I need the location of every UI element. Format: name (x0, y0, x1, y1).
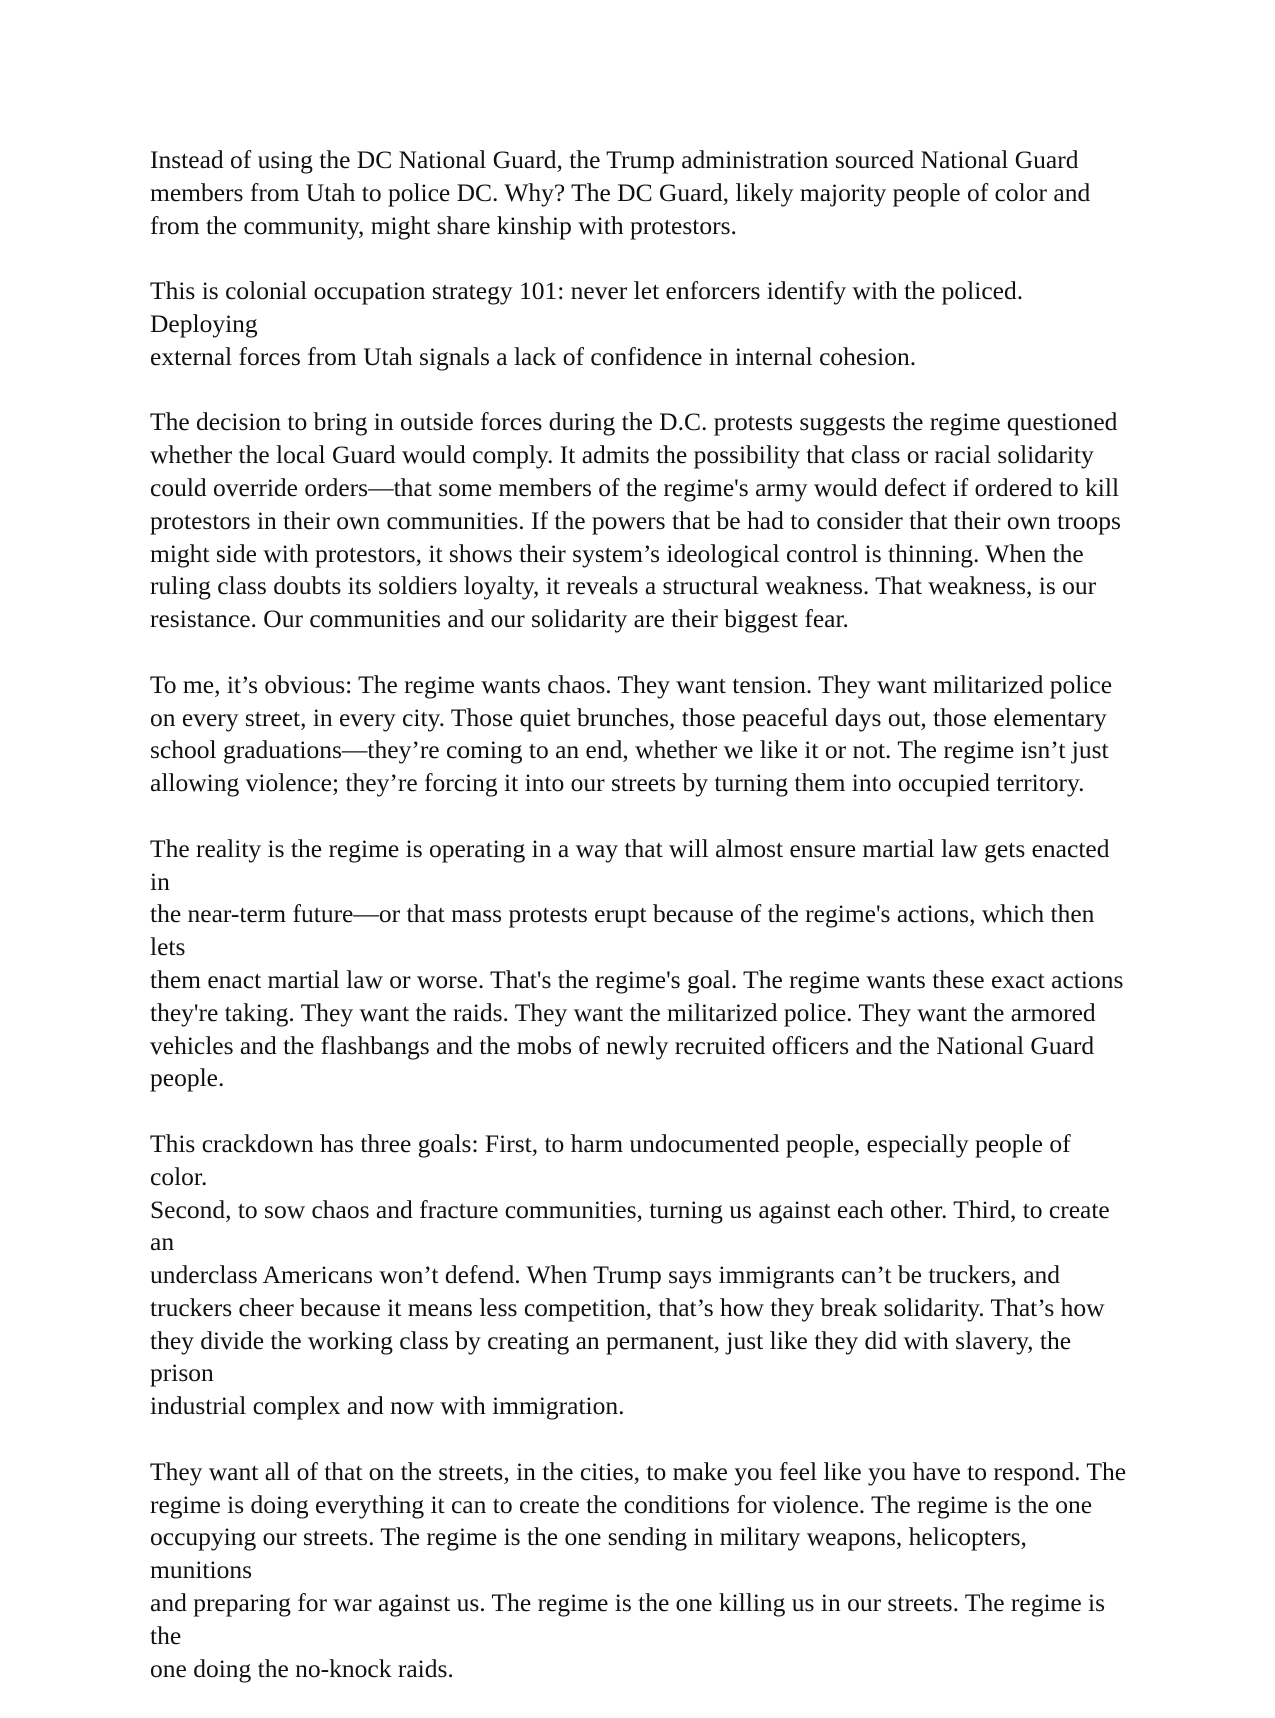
paragraph: The reality is the regime is operating in a way that will almost ensure martial law gets enacted in the near-term future—or that mass protests erupt because of the regime's actions, which then lets them enact martial law or worse. That's the regime's goal. The regime wants these exact actions they're taking. They want the raids. They want the militarized police. They want the armored vehicles and the flashbangs and the mobs of newly recruited officers and the National Guard people. (150, 833, 1124, 1093)
document-body (150, 144, 1130, 1718)
paragraph: The decision to bring in outside forces during the D.C. protests suggests the regime questioned whether the local Guard would comply. It admits the possibility that class or racial solidarity could override orders—that some members of the regime's army would defect if ordered to kill protestors in their own communities. If the powers that be had to consider that their own troops might side with protestors, it shows their system’s ideological control is thinning. When the ruling class doubts its soldiers loyalty, it reveals a structural weakness. That weakness, is our resistance. Our communities and our solidarity are their biggest fear. (150, 407, 1121, 634)
paragraph: This is colonial occupation strategy 101: never let enforcers identify with the policed. Deploying external forces from Utah signals a lack of confidence in internal cohesion. (150, 276, 1024, 371)
paragraph: This crackdown has three goals: First, to harm undocumented people, especially people of color. Second, to sow chaos and fracture communities, turning us against each other. Third, to create an underclass Americans won’t defend. When Trump says immigrants can’t be truckers, and truckers cheer because it means less competition, that’s how they break solidarity. That’s how they divide the working class by creating an permanent, just like they did with slavery, the prison industrial complex and now with immigration. (150, 1128, 1110, 1421)
paragraph: Instead of using the DC National Guard, the Trump administration sourced National Guard members from Utah to police DC. Why? The DC Guard, likely majority people of color and from the community, might share kinship with protestors. (150, 145, 1091, 240)
paragraph: To me, it’s obvious: The regime wants chaos. They want tension. They want militarized police on every street, in every city. Those quiet brunches, those peaceful days out, those elementary school graduations—they’re coming to an end, whether we like it or not. The regime isn’t just allowing violence; they’re forcing it into our streets by turning them into occupied territory. (150, 669, 1113, 798)
paragraph: They want all of that on the streets, in the cities, to make you feel like you have to respond. The regime is doing everything it can to create the conditions for violence. The regime is the one occupying our streets. The regime is the one sending in military weapons, helicopters, munitions and preparing for war against us. The regime is the one killing us in our streets. The regime is the one doing the no-knock raids. (150, 1456, 1127, 1683)
